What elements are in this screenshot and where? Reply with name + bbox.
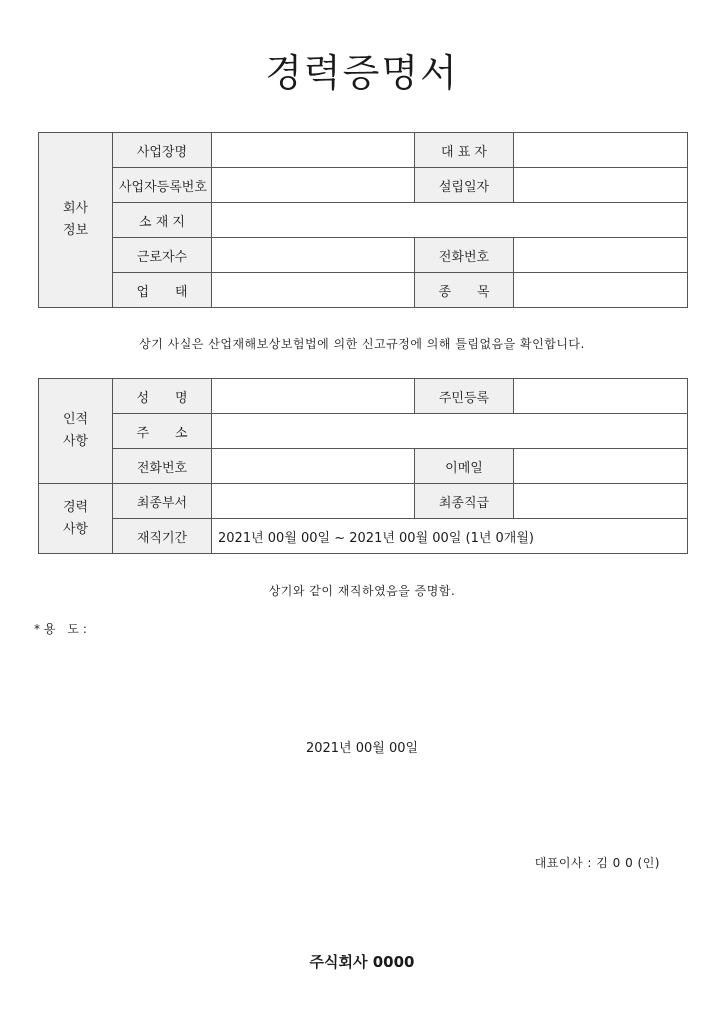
company-confirmation-note: 상기 사실은 산업재해보상보험법에 의한 신고규정에 의해 틀림없음을 확인합니다. [139, 337, 585, 351]
business-type-field[interactable] [212, 273, 415, 308]
last-department-field[interactable] [212, 484, 415, 519]
career-info-section-label [39, 484, 113, 554]
company-info-table [38, 132, 688, 308]
representative-field[interactable] [514, 133, 688, 168]
employment-period-label: 재직기간 [113, 519, 212, 554]
representative-label: 대 표 자 [415, 133, 514, 168]
section-label-text: 회사 정보 [62, 201, 89, 238]
name-label: 성 명 [113, 379, 212, 414]
personal-career-table [38, 378, 688, 554]
last-position-label: 최종직급 [415, 484, 514, 519]
establishment-date-field[interactable] [514, 168, 688, 203]
ceo-signature: 대표이사 : 김 0 0 (인) [534, 856, 660, 870]
personal-info-section-label [39, 379, 113, 484]
address-label: 주 소 [113, 414, 212, 449]
last-department-label: 최종부서 [113, 484, 212, 519]
company-address-label: 소 재 지 [113, 203, 212, 238]
purpose-label: * 용 [34, 622, 56, 636]
last-position-field[interactable] [514, 484, 688, 519]
business-reg-number-field[interactable] [212, 168, 415, 203]
issue-date: 2021년 00월 00일 [305, 741, 419, 756]
section-label-text: 인적 사항 [62, 412, 89, 449]
email-field[interactable] [514, 449, 688, 484]
phone-field[interactable] [212, 449, 415, 484]
purpose-line [34, 620, 87, 637]
employment-period-field[interactable]: 2021년 00월 00일 ~ 2021년 00월 00일 (1년 0개월) [212, 519, 688, 554]
resident-registration-label: 주민등록 [415, 379, 514, 414]
company-address-field[interactable] [212, 203, 688, 238]
employee-count-field[interactable] [212, 238, 415, 273]
document-title: 경력증명서 [265, 51, 459, 95]
business-item-field[interactable] [514, 273, 688, 308]
career-certification-note: 상기와 같이 재직하였음을 증명함. [268, 584, 456, 598]
resident-registration-field[interactable] [514, 379, 688, 414]
email-label: 이메일 [415, 449, 514, 484]
business-name-label: 사업장명 [113, 133, 212, 168]
purpose-label-suffix: 도 : [67, 622, 87, 636]
company-phone-field[interactable] [514, 238, 688, 273]
address-field[interactable] [212, 414, 688, 449]
establishment-date-label: 설립일자 [415, 168, 514, 203]
company-info-section-label [39, 133, 113, 308]
business-item-label: 종 목 [415, 273, 514, 308]
business-type-label: 업 태 [113, 273, 212, 308]
phone-label: 전화번호 [113, 449, 212, 484]
employee-count-label: 근로자수 [113, 238, 212, 273]
company-name: 주식회사 0000 [309, 953, 415, 971]
company-phone-label: 전화번호 [415, 238, 514, 273]
business-name-field[interactable] [212, 133, 415, 168]
business-reg-number-label: 사업자등록번호 [113, 168, 212, 203]
section-label-text: 경력 사항 [62, 499, 89, 537]
name-field[interactable] [212, 379, 415, 414]
